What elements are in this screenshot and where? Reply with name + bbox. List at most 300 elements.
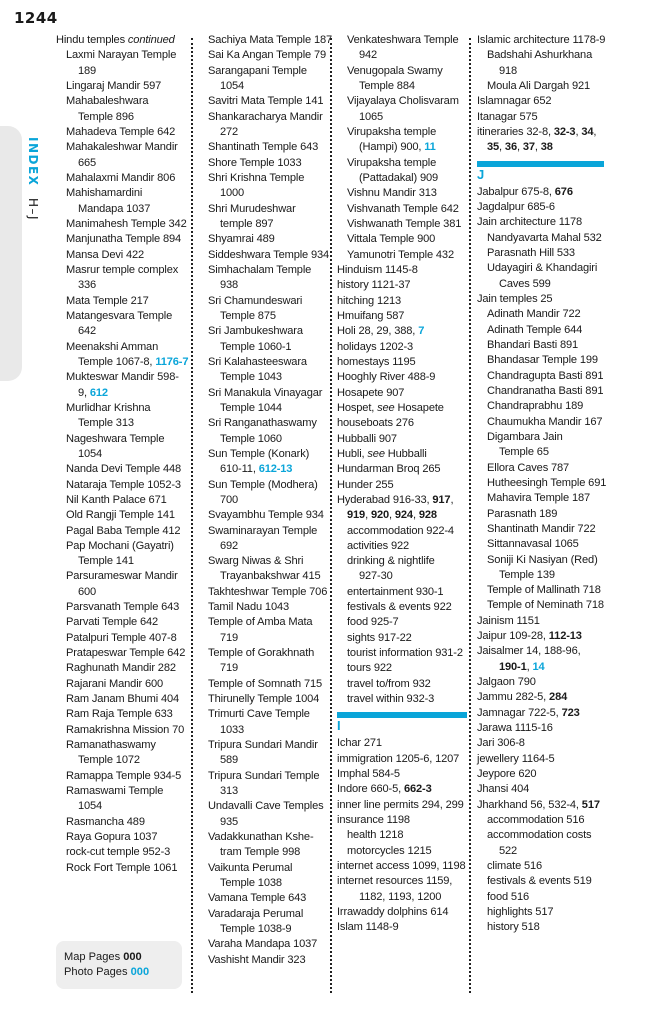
- entry-text: Temple of Neminath 718: [487, 599, 604, 612]
- index-subentry: [477, 507, 604, 522]
- entry-text: food 925-7: [347, 616, 399, 629]
- entry-text: 700: [220, 493, 239, 506]
- index-subentry: [337, 156, 467, 171]
- index-subentry: [337, 79, 467, 94]
- entry-text: Shore Temple 1033: [208, 156, 302, 169]
- entry-text: 1000: [220, 187, 245, 200]
- index-subentry: [198, 585, 328, 600]
- index-subentry: [198, 738, 328, 753]
- index-subentry: [56, 263, 190, 278]
- map-page-ref: 723: [561, 706, 580, 719]
- index-subentry: [337, 217, 467, 232]
- index-subentry: [56, 554, 190, 569]
- entry-text: Ramakrishna Mission 70: [66, 723, 185, 736]
- entry-text: drinking & nightlife: [347, 555, 435, 568]
- index-subentry: [198, 355, 328, 370]
- index-subentry: [198, 569, 328, 584]
- entry-text: Laxmi Narayan Temple: [66, 49, 177, 62]
- index-subentry: [477, 64, 604, 79]
- entry-text: Jain temples 25: [477, 292, 553, 305]
- photo-page-ref: 612-13: [258, 463, 293, 476]
- index-entry: [477, 706, 604, 721]
- entry-text: Mahadeva Temple 642: [66, 125, 176, 138]
- index-subentry: [337, 524, 467, 539]
- index-subentry: [198, 202, 328, 217]
- index-entry: [337, 263, 467, 278]
- index-subentry: [198, 263, 328, 278]
- entry-text: 1182, 1193, 1200: [359, 890, 442, 903]
- index-entry: [477, 782, 604, 797]
- entry-text: Mandapa 1037: [78, 202, 151, 215]
- photo-page-ref: 11: [424, 141, 436, 154]
- entry-text: accommodation 922-4: [347, 524, 454, 537]
- index-subentry: [337, 125, 467, 140]
- index-entry: [337, 324, 467, 339]
- index-entry: [337, 874, 467, 889]
- index-subentry: [56, 753, 190, 768]
- entry-text: 313: [220, 785, 239, 798]
- entry-text: Takhteshwar Temple 706: [208, 585, 328, 598]
- map-page-ref: 36: [504, 141, 517, 154]
- index-subentry: [337, 232, 467, 247]
- index-subentry: [198, 156, 328, 171]
- map-page-ref: 924: [394, 509, 413, 522]
- entry-text: Mahavira Temple 187: [487, 492, 591, 505]
- entry-text: Hunder 255: [337, 478, 394, 491]
- entry-text: Temple 884: [359, 79, 415, 92]
- entry-text: food 516: [487, 890, 529, 903]
- index-subentry: [477, 323, 604, 338]
- entry-text: holidays 1202-3: [337, 340, 414, 353]
- index-subentry: [477, 79, 604, 94]
- entry-text: Sun Temple (Konark): [208, 447, 310, 460]
- entry-text: continued: [127, 34, 175, 46]
- map-page-ref: 112-13: [548, 630, 582, 643]
- index-subentry: [198, 646, 328, 661]
- entry-text: Sai Ka Angan Temple 79: [208, 49, 326, 62]
- entry-text: Temple 896: [78, 110, 134, 123]
- map-page-ref: 662-3: [403, 783, 432, 796]
- map-pages-label: Map Pages: [64, 951, 124, 963]
- index-subentry: [198, 232, 328, 247]
- entry-text: Manimahesh Temple 342: [66, 217, 187, 230]
- entry-text: Jammu 282-5,: [477, 691, 550, 704]
- entry-text: Temple of Amba Mata: [208, 616, 313, 629]
- entry-text: Hyderabad 916-33,: [337, 493, 433, 506]
- entry-text: inner line permits 294, 299: [337, 798, 464, 811]
- index-subentry: [56, 600, 190, 615]
- index-subentry: [56, 79, 190, 94]
- entry-text: Jhansi 404: [477, 783, 530, 796]
- index-subentry: [56, 125, 190, 140]
- entry-text: Adinath Temple 644: [487, 323, 583, 336]
- index-subentry: [477, 905, 604, 920]
- index-entry: [337, 920, 467, 935]
- entry-text: houseboats 276: [337, 417, 414, 430]
- index-subentry: [56, 784, 190, 799]
- entry-text: sights 917-22: [347, 631, 412, 644]
- index-entry: [337, 355, 467, 370]
- index-subentry: [198, 171, 328, 186]
- entry-text: Matangesvara Temple: [66, 309, 173, 322]
- entry-text: Temple 313: [78, 417, 134, 430]
- entry-text: immigration 1205-6, 1207: [337, 752, 460, 765]
- entry-text: Simhachalam Temple: [208, 263, 312, 276]
- entry-text: Parvati Temple 642: [66, 616, 159, 629]
- entry-text: Shantinath Mandir 722: [487, 522, 596, 535]
- index-entry: [337, 478, 467, 493]
- index-subentry: [198, 386, 328, 401]
- entry-text: Imphal 584-5: [337, 768, 400, 781]
- entry-text: Temple of Somnath 715: [208, 677, 323, 690]
- entry-text: Temple 875: [220, 309, 276, 322]
- index-subentry: [477, 415, 604, 430]
- entry-text: Caves 599: [499, 277, 551, 290]
- entry-text: ,: [499, 141, 505, 154]
- entry-text: travel within 932-3: [347, 693, 435, 706]
- index-subentry: [198, 799, 328, 814]
- index-subentry: [477, 828, 604, 843]
- index-subentry: [56, 845, 190, 860]
- section-letter: J: [477, 166, 485, 182]
- index-subentry: [56, 401, 190, 416]
- entry-text: festivals & events 519: [487, 875, 592, 888]
- entry-text: Rock Fort Temple 1061: [66, 861, 178, 874]
- index-tab-range: H–J: [26, 197, 40, 221]
- entry-text: Old Rangji Temple 141: [66, 509, 175, 522]
- entry-text: travel to/from 932: [347, 677, 431, 690]
- entry-text: Chandranatha Basti 891: [487, 384, 604, 397]
- index-subentry: [477, 598, 604, 613]
- entry-text: Temple 1038-9: [220, 923, 292, 936]
- entry-text: Temple 1072: [78, 754, 140, 767]
- index-entry: [337, 309, 467, 324]
- entry-text: Vijayalaya Cholisvaram: [347, 95, 459, 108]
- entry-text: Murlidhar Krishna: [66, 401, 151, 414]
- entry-text: Holi 28, 29, 388,: [337, 325, 419, 338]
- entry-text: Nanda Devi Temple 448: [66, 463, 182, 476]
- index-subentry: [337, 677, 467, 692]
- entry-text: Venkateshwara Temple: [347, 34, 459, 46]
- photo-page-ref: 14: [532, 660, 545, 673]
- entry-text: Shyamrai 489: [208, 233, 275, 246]
- entry-text: Shri Krishna Temple: [208, 171, 305, 184]
- map-page-ref: 37: [522, 141, 535, 154]
- index-subentry: [477, 384, 604, 399]
- entry-text: (Hampi) 900,: [359, 141, 425, 154]
- index-entry: [337, 416, 467, 431]
- index-subentry: [337, 110, 467, 125]
- index-subentry: [337, 828, 467, 843]
- entry-text: Sun Temple (Modhera): [208, 478, 318, 491]
- entry-text: 1054: [78, 447, 103, 460]
- index-subentry: [477, 660, 604, 675]
- entry-text: Shri Murudeshwar: [208, 202, 296, 215]
- entry-text: Shantinath Temple 643: [208, 141, 319, 154]
- entry-text: Bhandasar Temple 199: [487, 354, 598, 367]
- index-subentry: [477, 522, 604, 537]
- index-subentry: [56, 48, 190, 63]
- entry-text: Nageshwara Temple: [66, 432, 165, 445]
- entry-text: Sachiya Mata Temple 187: [208, 34, 332, 46]
- entry-text: Jari 306-8: [477, 737, 525, 750]
- entry-text: Temple of Mallinath 718: [487, 584, 601, 597]
- entry-text: Thirunelly Temple 1004: [208, 693, 320, 706]
- entry-text: Masrur temple complex: [66, 263, 179, 276]
- index-subentry: [56, 646, 190, 661]
- entry-text: Hinduism 1145-8: [337, 263, 418, 276]
- index-subentry: [56, 723, 190, 738]
- index-subentry: [198, 953, 328, 968]
- entry-text: Temple 1060-1: [220, 340, 292, 353]
- index-subentry: [56, 110, 190, 125]
- index-subentry: [198, 661, 328, 676]
- entry-text: Vittala Temple 900: [347, 233, 436, 246]
- entry-text: Ichar 271: [337, 737, 382, 750]
- index-subentry: [56, 861, 190, 876]
- column-divider: [469, 38, 471, 993]
- index-subentry: [198, 677, 328, 692]
- index-subentry: [337, 94, 467, 109]
- index-subentry: [198, 94, 328, 109]
- entry-text: Jainism 1151: [477, 614, 540, 627]
- entry-text: Jaipur 109-28,: [477, 630, 549, 643]
- entry-text: Adinath Mandir 722: [487, 308, 581, 321]
- index-subentry: [337, 692, 467, 707]
- index-subentry: [56, 278, 190, 293]
- entry-text: Nandyavarta Mahal 532: [487, 231, 602, 244]
- map-page-ref: 34: [581, 125, 594, 138]
- entry-text: Sri Ranganathaswamy: [208, 417, 317, 430]
- entry-text: tram Temple 998: [220, 846, 301, 859]
- index-subentry: [198, 309, 328, 324]
- index-entry: [477, 736, 604, 751]
- entry-text: (Pattadakal) 909: [359, 171, 439, 184]
- index-subentry: [198, 615, 328, 630]
- section-letter: I: [337, 718, 341, 734]
- index-subentry: [337, 202, 467, 217]
- index-subentry: [477, 476, 607, 491]
- entry-text: Rajarani Mandir 600: [66, 677, 164, 690]
- index-entry: [337, 905, 467, 920]
- index-subentry: [198, 723, 328, 738]
- entry-text: Jarawa 1115-16: [477, 722, 553, 735]
- map-pages-value: 000: [123, 951, 142, 963]
- index-subentry: [56, 94, 190, 109]
- entry-text: Sri Jambukeshwara: [208, 325, 303, 338]
- entry-text: Ram Raja Temple 633: [66, 708, 173, 721]
- photo-pages-label: Photo Pages: [64, 966, 131, 978]
- index-entry: [337, 736, 467, 751]
- index-entry: [337, 493, 467, 508]
- index-subentry: [198, 891, 328, 906]
- index-subentry: [198, 937, 328, 952]
- index-subentry: [56, 340, 190, 355]
- index-subentry: [56, 309, 190, 324]
- entry-text: Jain architecture 1178: [477, 216, 583, 229]
- entry-text: ,: [534, 141, 541, 154]
- entry-text: Jharkhand 56, 532-4,: [477, 798, 582, 811]
- entry-text: Hundarman Broq 265: [337, 463, 441, 476]
- entry-text: Swaminarayan Temple: [208, 524, 318, 537]
- entry-text: ,: [412, 509, 419, 522]
- entry-text: Chaumukha Mandir 167: [487, 415, 603, 428]
- entry-text: Islamic architecture 1178-9: [477, 34, 606, 46]
- index-subentry: [56, 432, 190, 447]
- index-subentry: [56, 324, 190, 339]
- index-subentry: [56, 171, 190, 186]
- index-subentry: [198, 524, 328, 539]
- index-subentry: [198, 769, 328, 784]
- index-subentry: [56, 370, 190, 385]
- photo-page-ref: 612: [89, 386, 108, 399]
- index-subentry: [337, 585, 467, 600]
- index-entry: [477, 767, 604, 782]
- index-subentry: [198, 125, 328, 140]
- index-entry: [337, 767, 467, 782]
- index-subentry: [198, 370, 328, 385]
- entry-text: itineraries 32-8,: [477, 125, 554, 138]
- entry-text: Vaikunta Perumal: [208, 861, 293, 874]
- entry-text: Soniji Ki Nasiyan (Red): [487, 553, 598, 566]
- entry-text: Ramanathaswamy: [66, 739, 156, 752]
- index-subentry: [198, 462, 328, 477]
- index-entry: [337, 340, 467, 355]
- entry-text: Hubli,: [337, 447, 368, 460]
- index-subentry: [198, 493, 328, 508]
- column-divider: [330, 38, 332, 993]
- entry-text: Moula Ali Dargah 921: [487, 79, 591, 92]
- index-subentry: [477, 859, 604, 874]
- map-page-ref: 284: [549, 691, 568, 704]
- index-subentry: [198, 907, 328, 922]
- entry-text: Ram Janam Bhumi 404: [66, 693, 180, 706]
- entry-text: climate 516: [487, 860, 543, 873]
- index-subentry: [477, 231, 604, 246]
- index-subentry: [337, 539, 467, 554]
- index-entry: [477, 629, 604, 644]
- index-subentry: [477, 537, 604, 552]
- index-subentry: [56, 631, 190, 646]
- map-page-ref: 920: [370, 509, 389, 522]
- entry-text: Pagal Baba Temple 412: [66, 524, 181, 537]
- map-page-ref: 32-3: [553, 125, 576, 138]
- entry-text: 938: [220, 279, 239, 292]
- entry-text: Mukteswar Mandir 598-: [66, 371, 179, 384]
- entry-text: Udayagiri & Khandagiri: [487, 262, 598, 275]
- index-subentry: [56, 478, 190, 493]
- index-subentry: [198, 217, 328, 232]
- entry-text: health 1218: [347, 829, 404, 842]
- entry-text: Hospet,: [337, 401, 378, 414]
- entry-text: Bhandari Basti 891: [487, 338, 579, 351]
- index-subentry: [198, 324, 328, 339]
- entry-text: internet resources 1159,: [337, 875, 453, 888]
- map-page-ref: 517: [581, 798, 600, 811]
- index-subentry: [198, 64, 328, 79]
- map-page-ref: 35: [487, 141, 500, 154]
- entry-text: Vishvanath Temple 642: [347, 202, 459, 215]
- index-subentry: [337, 890, 467, 905]
- photo-page-ref: 7: [418, 325, 425, 338]
- index-column-2: [198, 33, 332, 968]
- index-entry: [477, 292, 604, 307]
- index-subentry: [477, 307, 604, 322]
- entry-text: Jalgaon 790: [477, 676, 536, 689]
- index-subentry: [56, 769, 190, 784]
- index-entry: [337, 432, 467, 447]
- entry-text: Jaisalmer 14, 188-96,: [477, 645, 581, 658]
- index-subentry: [198, 753, 328, 768]
- entry-text: Jabalpur 675-8,: [477, 185, 555, 198]
- index-subentry: [337, 33, 467, 48]
- index-subentry: [477, 261, 604, 276]
- index-subentry: [56, 186, 190, 201]
- index-subentry: [56, 248, 190, 263]
- legend-photo-pages: [56, 965, 182, 980]
- entry-text: accommodation costs: [487, 829, 592, 842]
- map-page-ref: 38: [540, 141, 553, 154]
- index-subentry: [56, 202, 190, 217]
- entry-text: Trayanbakshwar 415: [220, 570, 321, 583]
- index-subentry: [337, 661, 467, 676]
- index-entry: [337, 447, 467, 462]
- index-subentry: [477, 445, 604, 460]
- entry-text: Mahakaleshwar Mandir: [66, 141, 178, 154]
- entry-text: Vishwanath Temple 381: [347, 217, 462, 230]
- index-subentry: [56, 524, 190, 539]
- entry-text: ,: [389, 509, 395, 522]
- index-entry: [477, 690, 604, 705]
- entry-text: 665: [78, 156, 97, 169]
- entry-text: Vashisht Mandir 323: [208, 953, 306, 966]
- index-subentry: [477, 338, 604, 353]
- entry-text: Rasmancha 489: [66, 815, 145, 828]
- index-subentry: [56, 140, 190, 155]
- entry-text: Itanagar 575: [477, 110, 538, 123]
- index-entry: [477, 752, 604, 767]
- index-subentry: [198, 79, 328, 94]
- entry-text: rock-cut temple 952-3: [66, 846, 171, 859]
- entry-text: entertainment 930-1: [347, 585, 444, 598]
- entry-text: temple 897: [220, 217, 274, 230]
- entry-text: Tripura Sundari Mandir: [208, 739, 318, 752]
- index-subentry: [56, 386, 190, 401]
- entry-text: Sarangapani Temple: [208, 64, 307, 77]
- index-subentry: [477, 491, 604, 506]
- index-subentry: [477, 48, 604, 63]
- index-entry: [337, 386, 467, 401]
- index-subentry: [477, 813, 604, 828]
- entry-text: tourist information 931-2: [347, 647, 463, 660]
- index-subentry: [56, 615, 190, 630]
- index-subentry: [337, 508, 467, 523]
- entry-text: ,: [575, 125, 582, 138]
- entry-text: ,: [526, 660, 533, 673]
- entry-text: Lingaraj Mandir 597: [66, 79, 162, 92]
- index-subentry: [56, 447, 190, 462]
- entry-text: Irrawaddy dolphins 614: [337, 906, 449, 919]
- entry-text: jewellery 1164-5: [477, 752, 555, 765]
- entry-text: see: [367, 447, 385, 460]
- index-subentry: [477, 461, 604, 476]
- index-subentry: [337, 631, 467, 646]
- entry-text: Indore 660-5,: [337, 783, 404, 796]
- index-subentry: [56, 64, 190, 79]
- entry-text: Nil Kanth Palace 671: [66, 493, 167, 506]
- index-subentry: [56, 661, 190, 676]
- entry-text: Nataraja Temple 1052-3: [66, 478, 181, 491]
